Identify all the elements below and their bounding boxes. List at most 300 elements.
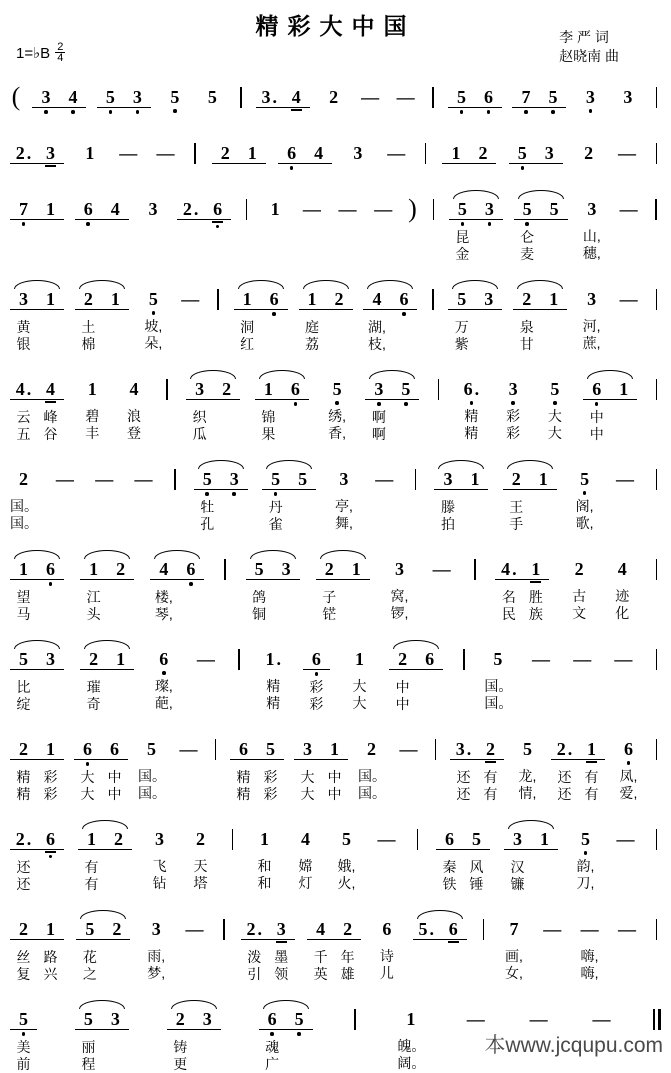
duration-dash: —: [612, 460, 637, 532]
note-group: [373, 910, 400, 982]
lyric-syllable: [611, 678, 636, 695]
note: 5: [254, 559, 264, 579]
lyric-syllable: 钻: [152, 875, 167, 891]
lyric-syllable: [461, 516, 488, 533]
lyric-syllable: [479, 965, 488, 982]
lyric-syllable: [413, 949, 440, 966]
note-group: [571, 460, 598, 532]
lyric-syllable: [286, 1039, 313, 1056]
note-group: [320, 78, 347, 116]
sixteenth-underline: [530, 581, 541, 583]
lyric-syllable: [299, 245, 324, 262]
lyric-syllable: [411, 498, 420, 515]
barline: [479, 910, 488, 982]
lyric-syllable: [570, 695, 595, 712]
note: 3: [155, 829, 164, 849]
lyric-syllable: [531, 876, 558, 893]
note: 6: [311, 649, 321, 669]
barline: [652, 550, 661, 622]
note: 4: [301, 829, 310, 849]
lyric-syllable: [652, 785, 661, 802]
low-octave-dot: [189, 582, 193, 586]
note: 2: [175, 1009, 185, 1029]
low-octave-dot: [404, 402, 408, 406]
note-group: [434, 460, 488, 533]
lyric-syllable: 牡: [200, 499, 215, 515]
lyric-syllable: [428, 318, 437, 335]
note-group: [10, 550, 64, 623]
low-octave-dot: [584, 851, 588, 855]
lyric-syllable: [413, 966, 440, 983]
note: 5 .: [418, 919, 434, 939]
lyric-syllable: 头: [86, 606, 101, 622]
lyric-syllable: [392, 409, 419, 426]
slur-arc: [587, 370, 633, 379]
lyric-syllable: [37, 679, 64, 696]
note-group: [484, 640, 512, 712]
note-group: [513, 280, 567, 353]
note: 6: [186, 559, 196, 579]
note: 7: [509, 919, 519, 939]
lyric-syllable: [228, 858, 237, 875]
lyric-syllable: 手: [509, 516, 524, 532]
lyric-syllable: [326, 319, 353, 336]
note: 5: [332, 379, 342, 399]
note: 1: [270, 199, 280, 219]
note: 1: [587, 739, 596, 759]
low-octave-dot: [553, 401, 557, 405]
note-group: [177, 190, 231, 263]
barline: [652, 134, 661, 172]
low-octave-dot: [49, 855, 53, 859]
slur-arc: [154, 550, 200, 559]
lyric-syllable: 有: [483, 769, 498, 785]
slur-arc: [507, 460, 553, 469]
lyric-syllable: [52, 498, 77, 515]
lyric-syllable: 舞,: [334, 515, 353, 531]
note-group: [10, 640, 64, 713]
lyric-syllable: 更: [173, 1056, 188, 1072]
duration-dash: —: [193, 640, 218, 712]
note: 5: [342, 829, 351, 849]
lyric-syllable: 和: [257, 875, 272, 891]
lyric-syllable: [178, 335, 203, 352]
note: 6: [448, 919, 458, 939]
lyric-syllable: 国。: [484, 678, 513, 694]
lyric-syllable: 丽: [81, 1039, 96, 1055]
score-system: [10, 78, 661, 117]
lyric-syllable: [273, 589, 300, 606]
lyric-syllable: [235, 678, 244, 695]
note-group: [256, 78, 310, 117]
lyric-syllable: 大: [547, 425, 562, 441]
lyric-syllable: [299, 228, 324, 245]
low-octave-dot: [521, 166, 525, 170]
note: 1: [406, 1009, 416, 1029]
lyric-syllable: [228, 875, 237, 892]
note: 5: [19, 1009, 28, 1029]
lyric-syllable: [371, 245, 396, 262]
note: 2 .: [246, 919, 262, 939]
score-system: [10, 730, 661, 803]
lyric-syllable: [351, 1038, 360, 1055]
lyric-syllable: 情,: [518, 785, 537, 801]
lyric-syllable: [273, 606, 300, 623]
duration-dash: —: [617, 143, 636, 163]
lyric-syllable: [182, 965, 207, 982]
note: 1 .: [265, 649, 281, 669]
score-header: [10, 4, 661, 78]
lyric-syllable: 彩: [263, 786, 278, 802]
lyric-syllable: 红: [240, 336, 255, 352]
note: 2: [89, 649, 99, 669]
note: 6: [425, 649, 435, 669]
low-octave-dot: [86, 762, 90, 766]
lyric-syllable: [105, 859, 132, 876]
note-group: [241, 910, 295, 983]
note: 2: [329, 87, 339, 107]
low-octave-dot: [377, 402, 381, 406]
lyric-syllable: [204, 229, 231, 246]
note-group: [386, 550, 413, 622]
note-group: [121, 370, 148, 442]
lyric-syllable: [479, 948, 488, 965]
lyric-syllable: [411, 515, 420, 532]
sixteenth-underline: [485, 761, 496, 763]
lyric-syllable: 国。: [10, 515, 38, 531]
note-group: [194, 460, 248, 533]
note: 3: [148, 199, 158, 219]
lyric-syllable: [102, 246, 129, 263]
note-group: [578, 280, 605, 352]
lyric-syllable: [178, 318, 203, 335]
note: 6: [267, 1009, 277, 1029]
note-group: [614, 78, 641, 116]
duration-dash: —: [613, 820, 638, 892]
lyric-syllable: 坡,: [144, 318, 163, 334]
slur-arc: [453, 190, 499, 199]
note: 5: [523, 739, 532, 759]
score-system: [10, 370, 661, 443]
duration-dash: —: [299, 190, 324, 262]
lyric-syllable: 登: [127, 425, 142, 441]
lyric-syllable: [289, 499, 316, 516]
note: 2: [486, 739, 495, 759]
low-octave-dot: [627, 761, 631, 765]
note: 1: [87, 829, 96, 849]
note-group: [615, 730, 642, 802]
duration-dash: —: [396, 730, 421, 802]
note: 5: [472, 829, 481, 849]
lyric-syllable: 引: [247, 966, 262, 982]
lyric-syllable: [613, 875, 638, 892]
lyric-syllable: 云: [16, 409, 31, 425]
note-group: [10, 190, 64, 263]
lyric-syllable: [652, 605, 661, 622]
low-octave-dot: [460, 110, 464, 114]
lyric-syllable: [652, 588, 661, 605]
lyric-syllable: [652, 875, 661, 892]
low-octave-dot: [232, 492, 236, 496]
lyric-syllable: 之: [82, 966, 97, 982]
lyric-syllable: 化: [615, 605, 630, 621]
lyric-syllable: 国。: [10, 498, 38, 514]
lyric-syllable: 雨,: [147, 948, 166, 964]
lyric-syllable: [413, 875, 422, 892]
note-group: [583, 370, 637, 443]
lyric-syllable: 绣,: [328, 408, 347, 424]
note: 2 .: [182, 199, 199, 219]
note-group: [609, 550, 636, 622]
lyric-syllable: 秦: [442, 859, 457, 875]
slur-arc: [14, 550, 60, 559]
lyric-syllable: [540, 319, 567, 336]
note: 2 .: [15, 143, 32, 163]
note-group: [97, 78, 151, 117]
slur-arc: [259, 370, 305, 379]
duration-dash: —: [374, 820, 399, 892]
lyric-syllable: [282, 409, 309, 426]
lyric-syllable: 铸: [173, 1039, 188, 1055]
note: 3: [339, 469, 349, 489]
duration-dash: —: [396, 87, 415, 107]
low-octave-dot: [525, 222, 529, 226]
lyric-syllable: [37, 229, 64, 246]
lyric-syllable: 拍: [440, 516, 455, 532]
lyric-syllable: 孔: [200, 516, 215, 532]
lyric-syllable: [177, 589, 204, 606]
lyric-syllable: 娥,: [337, 858, 356, 874]
watermark: 本www.jcqupu.com: [484, 1034, 663, 1057]
augmentation-dot: .: [26, 829, 32, 849]
note: 2: [114, 829, 123, 849]
lyric-syllable: 诗: [379, 948, 394, 964]
lyric-syllable: [92, 498, 117, 515]
lyric-syllable: 丹: [268, 499, 283, 515]
note-group: [230, 730, 284, 803]
note: 5: [271, 469, 281, 489]
note: 5: [85, 919, 95, 939]
lyric-syllable: 锤: [469, 876, 484, 892]
composer-credit: 赵晓南 曲: [559, 48, 619, 64]
lyric-syllable: 锣,: [390, 605, 409, 621]
barline: [652, 370, 661, 442]
lyric-syllable: [10, 229, 37, 246]
note: 2: [220, 143, 230, 163]
note: 5: [548, 87, 558, 107]
note: 1: [538, 469, 548, 489]
lyric-syllable: 彩: [43, 786, 58, 802]
lyric-syllable: 雀: [268, 516, 283, 532]
note: 1: [89, 559, 99, 579]
lyric-syllable: 领: [274, 966, 289, 982]
note: 3: [394, 559, 404, 579]
lyric-syllable: [343, 589, 370, 606]
note: 4: [617, 559, 627, 579]
note: 4: [68, 87, 78, 107]
slur-arc: [198, 460, 244, 469]
note-group: [541, 370, 568, 442]
note: 6: [83, 739, 92, 759]
lyric-syllable: 阁,: [575, 498, 594, 514]
note: 1: [470, 469, 480, 489]
barline: [228, 820, 237, 892]
lyric-syllable: [242, 228, 251, 245]
lyric-syllable: 峰: [43, 409, 58, 425]
note-group: [138, 730, 166, 802]
note-group: [324, 370, 351, 442]
lyric-syllable: [75, 229, 102, 246]
sixteenth-underline: [448, 941, 459, 943]
low-octave-dot: [173, 109, 177, 113]
lyric-syllable: 大: [80, 769, 95, 785]
low-octave-dot: [152, 311, 156, 315]
duration-dash: —: [589, 1000, 614, 1072]
low-octave-dot: [22, 222, 26, 226]
lyric-syllable: 雄: [340, 966, 355, 982]
lyric-syllable: [213, 426, 240, 443]
lyric-syllable: [652, 695, 661, 712]
lyric-syllable: [102, 229, 129, 246]
barline: [431, 730, 440, 802]
note: 4: [110, 199, 120, 219]
note: 1: [330, 739, 339, 759]
note: 1: [619, 379, 629, 399]
lyric-syllable: 大: [352, 695, 367, 711]
lyric-syllable: [461, 499, 488, 516]
lyric-syllable: 楼,: [154, 589, 173, 605]
lyric-syllable: 前: [16, 1056, 31, 1072]
note-group: [512, 78, 566, 117]
lyric-syllable: [162, 408, 171, 425]
key-label: 1=♭B: [16, 44, 51, 62]
note-group: [344, 134, 371, 172]
lyric-syllable: [261, 319, 288, 336]
barline: [214, 280, 223, 352]
note-group: [76, 910, 130, 983]
lyric-syllable: [392, 426, 419, 443]
lyric-syllable: [374, 875, 399, 892]
lyric-syllable: 铜: [252, 606, 267, 622]
note: 5: [170, 87, 180, 107]
note: 5: [522, 199, 532, 219]
note-group: [292, 820, 319, 892]
lyric-syllable: [213, 409, 240, 426]
lyric-syllable: [396, 768, 421, 785]
lyric-syllable: [103, 949, 130, 966]
lyric-syllable: 塔: [193, 875, 208, 891]
note: 5: [493, 649, 503, 669]
lyric-syllable: [107, 589, 134, 606]
note-group: [316, 550, 370, 623]
lyric-syllable: [372, 515, 397, 532]
note: 3: [276, 919, 286, 939]
augmentation-dot: .: [567, 739, 573, 759]
lyric-syllable: 龙,: [518, 768, 537, 784]
note: 6: [382, 919, 392, 939]
note: 2: [196, 829, 205, 849]
lyric-syllable: [610, 426, 637, 443]
note: 5: [457, 289, 467, 309]
low-octave-dot: [589, 109, 593, 113]
lyric-syllable: 路: [43, 949, 58, 965]
note: 2: [478, 143, 488, 163]
lyric-syllable: [616, 318, 641, 335]
duration-dash: —: [529, 640, 554, 712]
duration-dash: —: [616, 280, 641, 352]
note-group: [143, 910, 170, 982]
barline: [236, 78, 245, 116]
note-group: [75, 280, 129, 353]
note: 1: [46, 919, 55, 939]
slur-arc: [250, 550, 296, 559]
lyric-syllable: 大: [300, 769, 315, 785]
note: 5: [202, 469, 212, 489]
lyric-syllable: 香,: [328, 425, 347, 441]
lyric-syllable: 锦: [261, 409, 276, 425]
lyric-syllable: 迹: [615, 588, 630, 604]
lyric-syllable: [177, 229, 204, 246]
lyric-syllable: [652, 498, 661, 515]
note: 5: [581, 829, 590, 849]
note-group: [79, 370, 106, 442]
note: 2: [511, 469, 521, 489]
lyric-syllable: [652, 965, 661, 982]
key-signature: [16, 42, 65, 63]
note: 3: [110, 1009, 120, 1029]
note-group: [150, 640, 177, 712]
low-octave-dot: [335, 401, 339, 405]
lyric-syllable: 江: [86, 589, 101, 605]
lyric-syllable: [351, 1055, 360, 1072]
lyric-syllable: [194, 1039, 221, 1056]
note: 5: [456, 87, 466, 107]
lyric-syllable: 天: [193, 858, 208, 874]
duration-dash: —: [614, 910, 639, 982]
lyric-syllable: 有: [483, 786, 498, 802]
lyric-syllable: 紫: [454, 336, 469, 352]
lyric-syllable: [335, 245, 360, 262]
note: 4 .: [15, 379, 32, 399]
lyric-syllable: 爱,: [619, 785, 638, 801]
note: 3: [513, 829, 522, 849]
lyric-syllable: [470, 588, 479, 605]
note-group: [246, 550, 300, 623]
lyric-syllable: 泼: [247, 949, 262, 965]
note: 6 .: [463, 379, 480, 399]
note-group: [346, 640, 373, 712]
lyric-syllable: [531, 859, 558, 876]
lyric-syllable: 浪: [127, 408, 142, 424]
lyric-syllable: [326, 336, 353, 353]
lyric-syllable: [652, 858, 661, 875]
note: 1: [110, 289, 120, 309]
barline: [428, 280, 437, 352]
note: 1: [531, 559, 541, 579]
lyric-syllable: 国。: [484, 695, 513, 711]
note: 3 .: [455, 739, 472, 759]
low-octave-dot: [136, 110, 140, 114]
note: 1: [351, 559, 361, 579]
note: 5: [517, 143, 527, 163]
lyric-syllable: 黄: [16, 319, 31, 335]
lyric-syllable: 织: [192, 409, 207, 425]
note: 2: [334, 289, 344, 309]
slur-arc: [84, 550, 130, 559]
duration-dash: —: [92, 460, 117, 532]
lyric-syllable: [530, 516, 557, 533]
lyric-syllable: [406, 228, 418, 245]
